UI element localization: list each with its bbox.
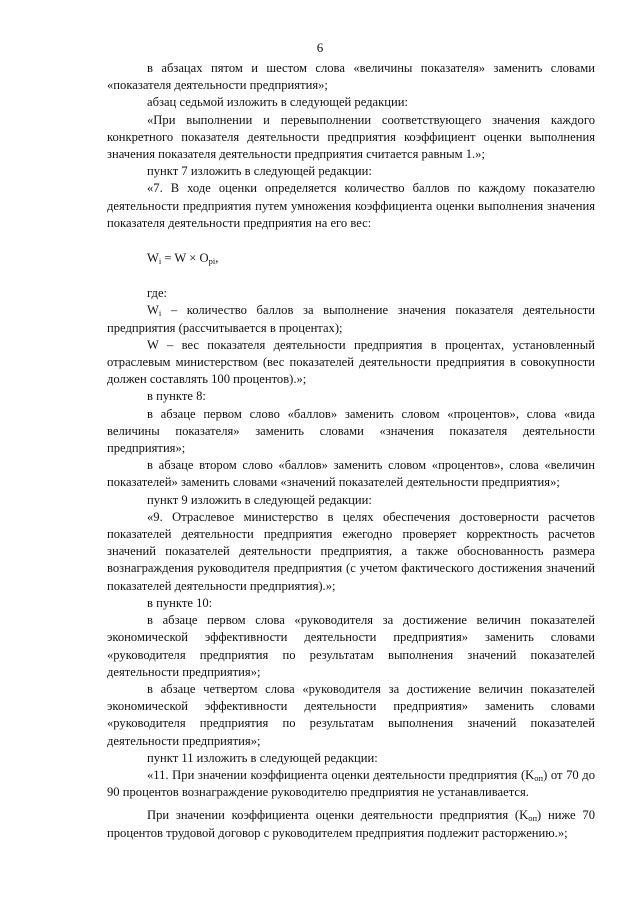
formula-middle: = W × O [161, 251, 209, 266]
paragraph: где: [147, 286, 168, 301]
paragraph: пункт 9 изложить в следующей редакции: [147, 492, 372, 507]
p18-text-a: «11. При значении коэффициента оценки деятельности предприятия (K [147, 767, 535, 782]
formula-lhs-subscript: i [158, 256, 162, 267]
paragraph: пункт 7 изложить в следующей редакции: [147, 164, 372, 179]
formula-rhs-subscript: pi [208, 256, 216, 267]
wi-symbol: W [147, 303, 159, 318]
paragraph: в пункте 10: [147, 595, 213, 610]
paragraph: в абзацах пятом и шестом слова «величины показателя» заменить словами «показателя деятельности предприятия»; [107, 61, 595, 93]
paragraph: «7. В ходе оценки определяется количество баллов по каждому показателю деятельности предприятия путем умножения коэффициента оценки выполнения значения показателя деятельности предприятия на его вес: [107, 181, 595, 230]
formula-lhs: W [147, 251, 159, 266]
paragraph: в абзаце втором слово «баллов» заменить словом «процентов», слова «величин показателей» заменить словами «значений показателей деятельности предприятия»; [107, 458, 595, 490]
paragraph [107, 767, 595, 801]
paragraph: в абзаце первом слово «баллов» заменить словом «процентов», слова «вида величины показателя» заменить словами «значения показателя деятельности предприятия»; [107, 406, 595, 456]
wi-subscript: i [158, 308, 162, 319]
paragraph: «При выполнении и перевыполнении соответствующего значения каждого конкретного показателя деятельности предприятия коэффициент оценки выполнения значения показателя деятельности предприятия считается равным 1.»; [107, 112, 595, 162]
kop-subscript: оп [534, 772, 544, 783]
page-number: 6 [316, 40, 324, 55]
paragraph [107, 302, 595, 336]
kop-subscript: оп [528, 813, 538, 824]
paragraph: «9. Отраслевое министерство в целях обеспечения достоверности расчетов показателей деятельности предприятия ежегодно проверяет корректность расчетов значений показателей деятельности предприятия, а также обоснованность размера вознаграждения руководителя предприятия (с учетом фактического достижения значений показателей деятельности предприятия).»; [107, 509, 595, 593]
paragraph: в абзаце четвертом слова «руководителя за достижение величин показателей экономической эффективности деятельности предприятия» заменить словами «руководителя предприятия по результатам выполнения значений показателей деятельности предприятия»; [107, 681, 595, 748]
formula-end: , [215, 251, 219, 266]
p19-text-b: ) ниже 70 процентов трудовой договор с руководителем предприятия подлежит расторжению.»; [107, 808, 595, 840]
wi-definition: – количество баллов за выполнение значения показателя деятельности предприятия (рассчитывается в процентах); [107, 303, 595, 335]
p19-text-a: При значении коэффициента оценки деятельности предприятия (K [147, 808, 529, 823]
paragraph: в абзаце первом слова «руководителя за достижение величин показателей экономической эффективности деятельности предприятия» заменить словами «руководителя предприятия по результатам выполнения значений показателей деятельности предприятия»; [107, 613, 595, 679]
paragraph [107, 807, 595, 841]
p18-text-b: ) от 70 до 90 процентов вознаграждение руководителю предприятия не устанавливается. [107, 767, 595, 800]
paragraph: в пункте 8: [147, 389, 206, 404]
formula [107, 250, 595, 267]
document-body [107, 60, 595, 842]
paragraph: W – вес показателя деятельности предприятия в процентах, установленный отраслевым министерством (вес показателей деятельности предприятия в совокупности должен составлять 100 процентов).»; [107, 337, 595, 387]
paragraph: пункт 11 изложить в следующей редакции: [147, 750, 378, 765]
paragraph: абзац седьмой изложить в следующей редакции: [147, 95, 408, 110]
